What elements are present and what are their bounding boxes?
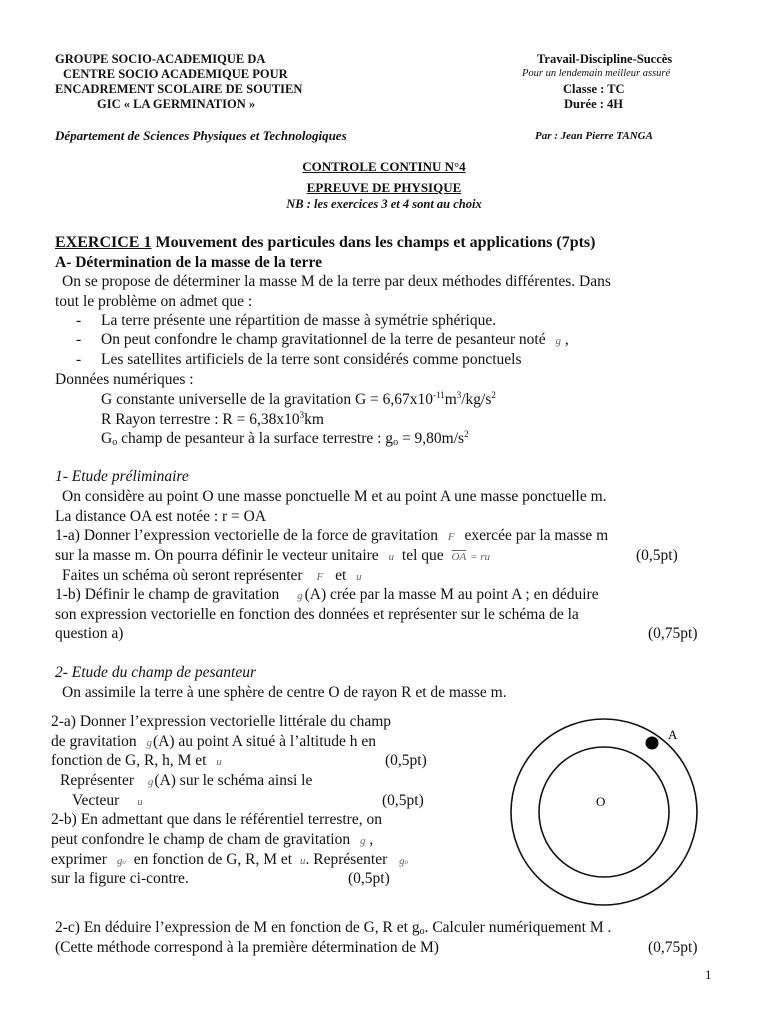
- q2a-text-5: Vecteur: [72, 792, 120, 809]
- q1b-text-1: 1-b) Définir le champ de gravitation: [55, 586, 280, 603]
- g0-symbol-2-letter: g: [399, 855, 405, 867]
- q2b-line-2: peut confondre le champ de cham de gravitation g ,: [51, 831, 374, 848]
- g-symbol-5: g: [360, 835, 366, 847]
- q1b-text-1b: (A) crée par la masse M au point A ; en déduire: [304, 586, 599, 603]
- header-line-4: GIC « LA GERMINATION »: [97, 97, 256, 111]
- data-g0-exp: 2: [464, 429, 469, 439]
- u-symbol-3: u: [216, 756, 222, 768]
- bullet-dash-3: -: [76, 351, 82, 368]
- epreuve-title: EPREUVE DE PHYSIQUE: [306, 180, 462, 195]
- s1-line-2: La distance OA est notée : r = OA: [55, 508, 267, 525]
- q2c-line-2: (Cette méthode correspond à la première détermination de M): [55, 939, 439, 956]
- bullet-dash-1: -: [76, 312, 82, 329]
- oa-vector: $\overline{OA}$: [451, 551, 467, 563]
- exercise-heading: [55, 234, 595, 252]
- f-symbol: F: [447, 531, 455, 543]
- q2a-text-2: de gravitation: [51, 733, 137, 750]
- q1a-text-1: 1-a) Donner l’expression vectorielle de la force de gravitation: [55, 527, 439, 544]
- exercise-title: Mouvement des particules dans les champs et applications (7pts): [151, 234, 596, 251]
- q2b-text-3c: . Représenter: [305, 851, 388, 868]
- u-symbol-5: u: [300, 855, 306, 867]
- department: Département de Sciences Physiques et Technologiques: [55, 128, 347, 143]
- q2a-text-2b: (A) au point A situé à l’altitude h en: [153, 733, 377, 750]
- g0-symbol-sub: o: [122, 858, 126, 866]
- data-g0-sub-2: o: [393, 437, 399, 449]
- page-number: 1: [705, 967, 712, 982]
- donnees-label: Données numériques :: [55, 371, 194, 388]
- data-g0: [101, 429, 469, 448]
- data-g0-value: = 9,80m/s: [398, 430, 465, 448]
- f-symbol-2: F: [316, 571, 324, 583]
- q1a-text-2b: tel que: [401, 547, 444, 564]
- header-line-1: GROUPE SOCIO-ACADEMIQUE DA: [55, 52, 266, 66]
- q2b-points: (0,5pt): [348, 870, 390, 887]
- bullet-3: Les satellites artificiels de la terre sont considérés comme ponctuels: [101, 351, 522, 368]
- u-symbol-2: u: [356, 571, 362, 583]
- g-symbol: g: [555, 335, 561, 347]
- q1b-points: (0,75pt): [648, 625, 698, 642]
- data-g0-text: champ de pesanteur à la surface terrestre : g: [117, 430, 394, 448]
- q1a-line-2: [55, 547, 490, 565]
- data-r: [101, 410, 324, 429]
- intro-line-2: tout le problème on admet que :: [55, 293, 253, 310]
- q2b-line-1: 2-b) En admettant que dans le référentiel terrestre, on: [51, 811, 382, 828]
- s1-line-1: On considère au point O une masse ponctuelle M et au point A une masse ponctuelle m.: [62, 488, 607, 505]
- q1a-line-3: [62, 567, 362, 585]
- g0-symbol: [117, 855, 126, 867]
- intro-line-1: On se propose de déterminer la masse M de la terre par deux méthodes différentes. Dans: [62, 273, 611, 290]
- g-symbol-4: g: [147, 776, 154, 788]
- point-a-marker: [646, 737, 659, 750]
- nb-note: NB : les exercices 3 et 4 sont au choix: [286, 197, 482, 211]
- g-symbol-3: g: [146, 737, 153, 749]
- controle-title: CONTROLE CONTINU N°4: [302, 159, 466, 174]
- q2b-text-3b: en fonction de G, R, M et: [133, 851, 293, 868]
- bullet-dash-2: -: [76, 331, 82, 348]
- data-g-exp3: 2: [491, 390, 496, 400]
- data-r-text: R Rayon terrestre : R = 6,38x10: [101, 411, 300, 429]
- q2b-line-4: sur la figure ci-contre.: [51, 870, 189, 887]
- header-line-2: CENTRE SOCIO ACADEMIQUE POUR: [63, 67, 288, 81]
- q2a-line-5: [72, 792, 143, 810]
- q2a-5-points: (0,5pt): [382, 792, 424, 809]
- q1a-text-2: sur la masse m. On pourra définir le vecteur unitaire: [55, 547, 379, 564]
- q2c-points: (0,75pt): [648, 939, 698, 956]
- q2b-text-2: peut confondre le champ de cham de gravitation: [51, 831, 351, 848]
- q1b-line-1: [55, 586, 599, 604]
- data-r-exp: 3: [299, 410, 305, 420]
- earth-circle: [539, 747, 669, 877]
- q2a-text-3: fonction de G, R, h, M et: [51, 752, 207, 769]
- duree: Durée : 4H: [564, 97, 624, 111]
- bullet-2-text: On peut confondre le champ gravitationnel de la terre de pesanteur noté: [101, 331, 546, 348]
- data-g-text: G constante universelle de la gravitation G = 6,67x10: [101, 391, 434, 409]
- q2a-text-4: Représenter: [60, 772, 135, 789]
- q2a-line-2: [51, 733, 376, 751]
- point-a-label: A: [668, 727, 678, 742]
- data-g0-symbol: G: [101, 430, 113, 448]
- motto: Travail-Discipline-Succès: [537, 52, 673, 66]
- section-1-title: 1- Etude préliminaire: [55, 468, 189, 485]
- exercise-label: EXERCICE 1: [55, 234, 152, 251]
- s2-line-1: On assimile la terre à une sphère de centre O de rayon R et de masse m.: [62, 684, 507, 701]
- q2a-text-4b: (A) sur le schéma ainsi le: [154, 772, 313, 789]
- data-g-unit: m: [444, 391, 457, 409]
- g-symbol-2: g: [297, 590, 303, 602]
- q2c-line-1: [55, 919, 611, 937]
- section-2-title: 2- Etude du champ de pesanteur: [55, 664, 257, 681]
- q1a-line-1: [55, 527, 608, 545]
- q2c-text-1b: . Calculer numériquement M .: [424, 919, 612, 936]
- q2b-text-3: exprimer: [51, 851, 107, 868]
- u-symbol-4: u: [137, 796, 143, 808]
- part-a-title: A- Détermination de la masse de la terre: [55, 254, 323, 271]
- author: Par : Jean Pierre TANGA: [535, 130, 653, 142]
- q1a-points: (0,5pt): [636, 547, 678, 564]
- earth-figure: [490, 712, 720, 912]
- bullet-1: La terre présente une répartition de masse à symétrie sphérique.: [101, 312, 497, 329]
- data-g-exp2: 3: [456, 390, 462, 400]
- data-g-unit2: /kg/s: [461, 391, 492, 409]
- g0-symbol-2: [399, 855, 408, 867]
- q1a-text-3: Faites un schéma où seront représenter: [62, 567, 303, 584]
- data-g0-sub: o: [112, 437, 118, 449]
- data-g: [101, 390, 496, 409]
- q1b-line-2: son expression vectorielle en fonction des données et représenter sur le schéma de la: [55, 606, 579, 623]
- q1a-text-3b: et: [335, 567, 347, 584]
- g0-symbol-letter: g: [116, 855, 123, 867]
- q1a-text-1b: exercée par la masse m: [464, 527, 609, 544]
- classe: Classe : TC: [563, 82, 625, 96]
- q2c-sub: o: [419, 926, 425, 937]
- q2a-points: (0,5pt): [385, 752, 427, 769]
- g0-symbol-2-sub: o: [404, 858, 409, 866]
- q2b-line-3: [51, 851, 408, 869]
- q2a-line-3: [51, 752, 222, 770]
- q2c-text-1: 2-c) En déduire l’expression de M en fonction de G, R et g: [55, 919, 420, 936]
- header-line-3: ENCADREMENT SCOLAIRE DE SOUTIEN: [55, 82, 303, 96]
- data-g-exp: -11: [433, 390, 445, 400]
- bullet-2: On peut confondre le champ gravitationnel de la terre de pesanteur noté g ,: [101, 331, 569, 348]
- q2a-line-4: [60, 772, 312, 790]
- data-r-unit: km: [304, 411, 324, 429]
- u-symbol: u: [388, 551, 395, 563]
- q1b-line-3: question a): [55, 625, 124, 642]
- oa-equals-ru: = ru: [470, 551, 491, 563]
- q2a-line-1: 2-a) Donner l’expression vectorielle littérale du champ: [51, 713, 392, 730]
- point-o-label: O: [596, 794, 606, 809]
- motto-sub: Pour un lendemain meilleur assuré: [522, 68, 671, 79]
